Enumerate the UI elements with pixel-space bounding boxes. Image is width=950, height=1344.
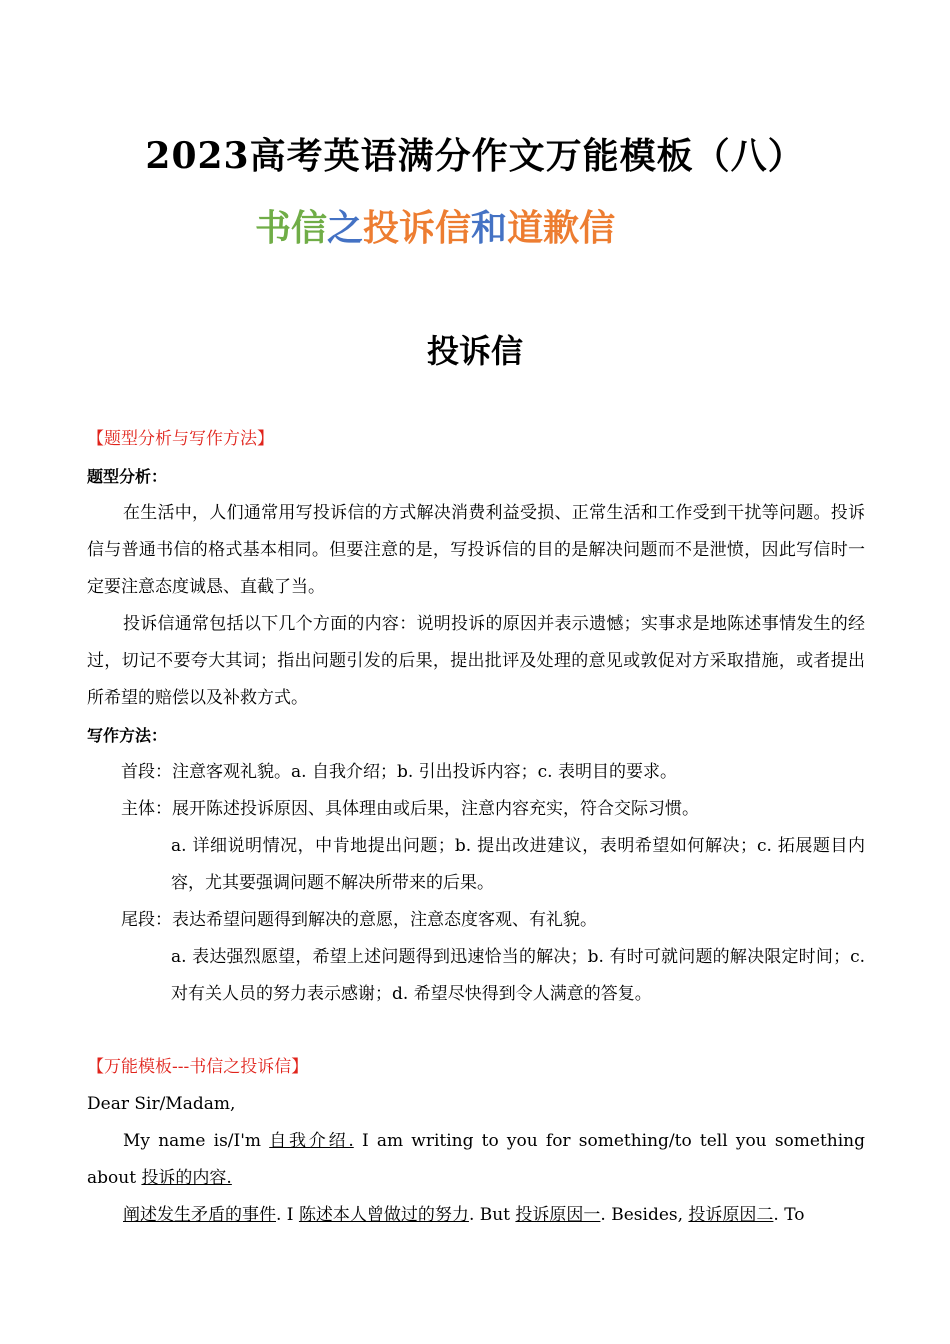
- template-placeholder-self-intro: 自我介绍.: [269, 1131, 354, 1151]
- method-first-paragraph: 首段：注意客观礼貌。a. 自我介绍；b. 引出投诉内容；c. 表明目的要求。: [121, 762, 677, 782]
- method-last-paragraph: 尾段：表达希望问题得到解决的意愿，注意态度客观、有礼貌。: [121, 910, 597, 930]
- method-last-detail: a. 表达强烈愿望，希望上述问题得到迅速恰当的解决；b. 有时可就问题的解决限定时间；c. 对有关人员的努力表示感谢；d. 希望尽快得到令人满意的答复。: [171, 947, 865, 1004]
- subtitle-part-of: 之: [327, 208, 364, 249]
- template-text: . To: [773, 1205, 805, 1225]
- analysis-paragraph-1: 在生活中，人们通常用写投诉信的方式解决消费利益受损、正常生活和工作受到干扰等问题。投诉信与普通书信的格式基本相同。但要注意的是，写投诉信的目的是解决问题而不是泄愤，因此写信时一定要注意态度诚恳、直截了当。: [87, 503, 865, 597]
- document-subtitle: [255, 200, 615, 251]
- template-text: . Besides,: [600, 1205, 689, 1225]
- analysis-label: 题型分析：: [87, 467, 168, 486]
- template-placeholder-reason-1: 投诉原因一: [515, 1205, 601, 1225]
- method-label: 写作方法：: [87, 726, 168, 745]
- subtitle-part-letter: 书信: [255, 208, 328, 249]
- document-title: 2023高考英语满分作文万能模板（八）: [145, 135, 805, 177]
- template-placeholder-complaint-content: 投诉的内容.: [141, 1168, 232, 1188]
- method-body-detail: a. 详细说明情况，中肯地提出问题；b. 提出改进建议，表明希望如何解决；c. 拓展题目内容，尤其要强调问题不解决所带来的后果。: [171, 836, 865, 893]
- template-greeting: Dear Sir/Madam,: [87, 1094, 236, 1114]
- template-text: . I: [276, 1205, 299, 1225]
- analysis-paragraph-2: 投诉信通常包括以下几个方面的内容：说明投诉的原因并表示遗憾；实事求是地陈述事情发生的经过，切记不要夸大其词；指出问题引发的后果，提出批评及处理的意见或敦促对方采取措施，或者提出所希望的赔偿以及补救方式。: [87, 614, 865, 708]
- subtitle-part-complaint: 投诉信: [363, 208, 472, 249]
- subtitle-part-apology: 道歉信: [507, 208, 616, 249]
- subtitle-part-and: 和: [471, 208, 508, 249]
- method-body: 主体：展开陈述投诉原因、具体理由或后果，注意内容充实，符合交际习惯。: [121, 799, 699, 819]
- template-placeholder-reason-2: 投诉原因二: [688, 1205, 774, 1225]
- template-placeholder-efforts: 陈述本人曾做过的努力: [298, 1205, 469, 1225]
- template-placeholder-conflict-event: 阐述发生矛盾的事件: [123, 1205, 276, 1225]
- template-paragraph-1: [87, 1123, 865, 1197]
- template-text: I am writing to you for something/to tell you something about: [87, 1131, 866, 1188]
- spacer: [87, 1013, 865, 1049]
- section-title: 投诉信: [426, 332, 523, 370]
- template-text: My name is/I'm: [123, 1131, 270, 1151]
- template-text: . But: [468, 1205, 516, 1225]
- template-paragraph-2: [87, 1197, 865, 1234]
- analysis-heading: 【题型分析与写作方法】: [87, 429, 274, 449]
- document-body: [87, 421, 865, 1234]
- template-heading: 【万能模板---书信之投诉信】: [87, 1057, 309, 1077]
